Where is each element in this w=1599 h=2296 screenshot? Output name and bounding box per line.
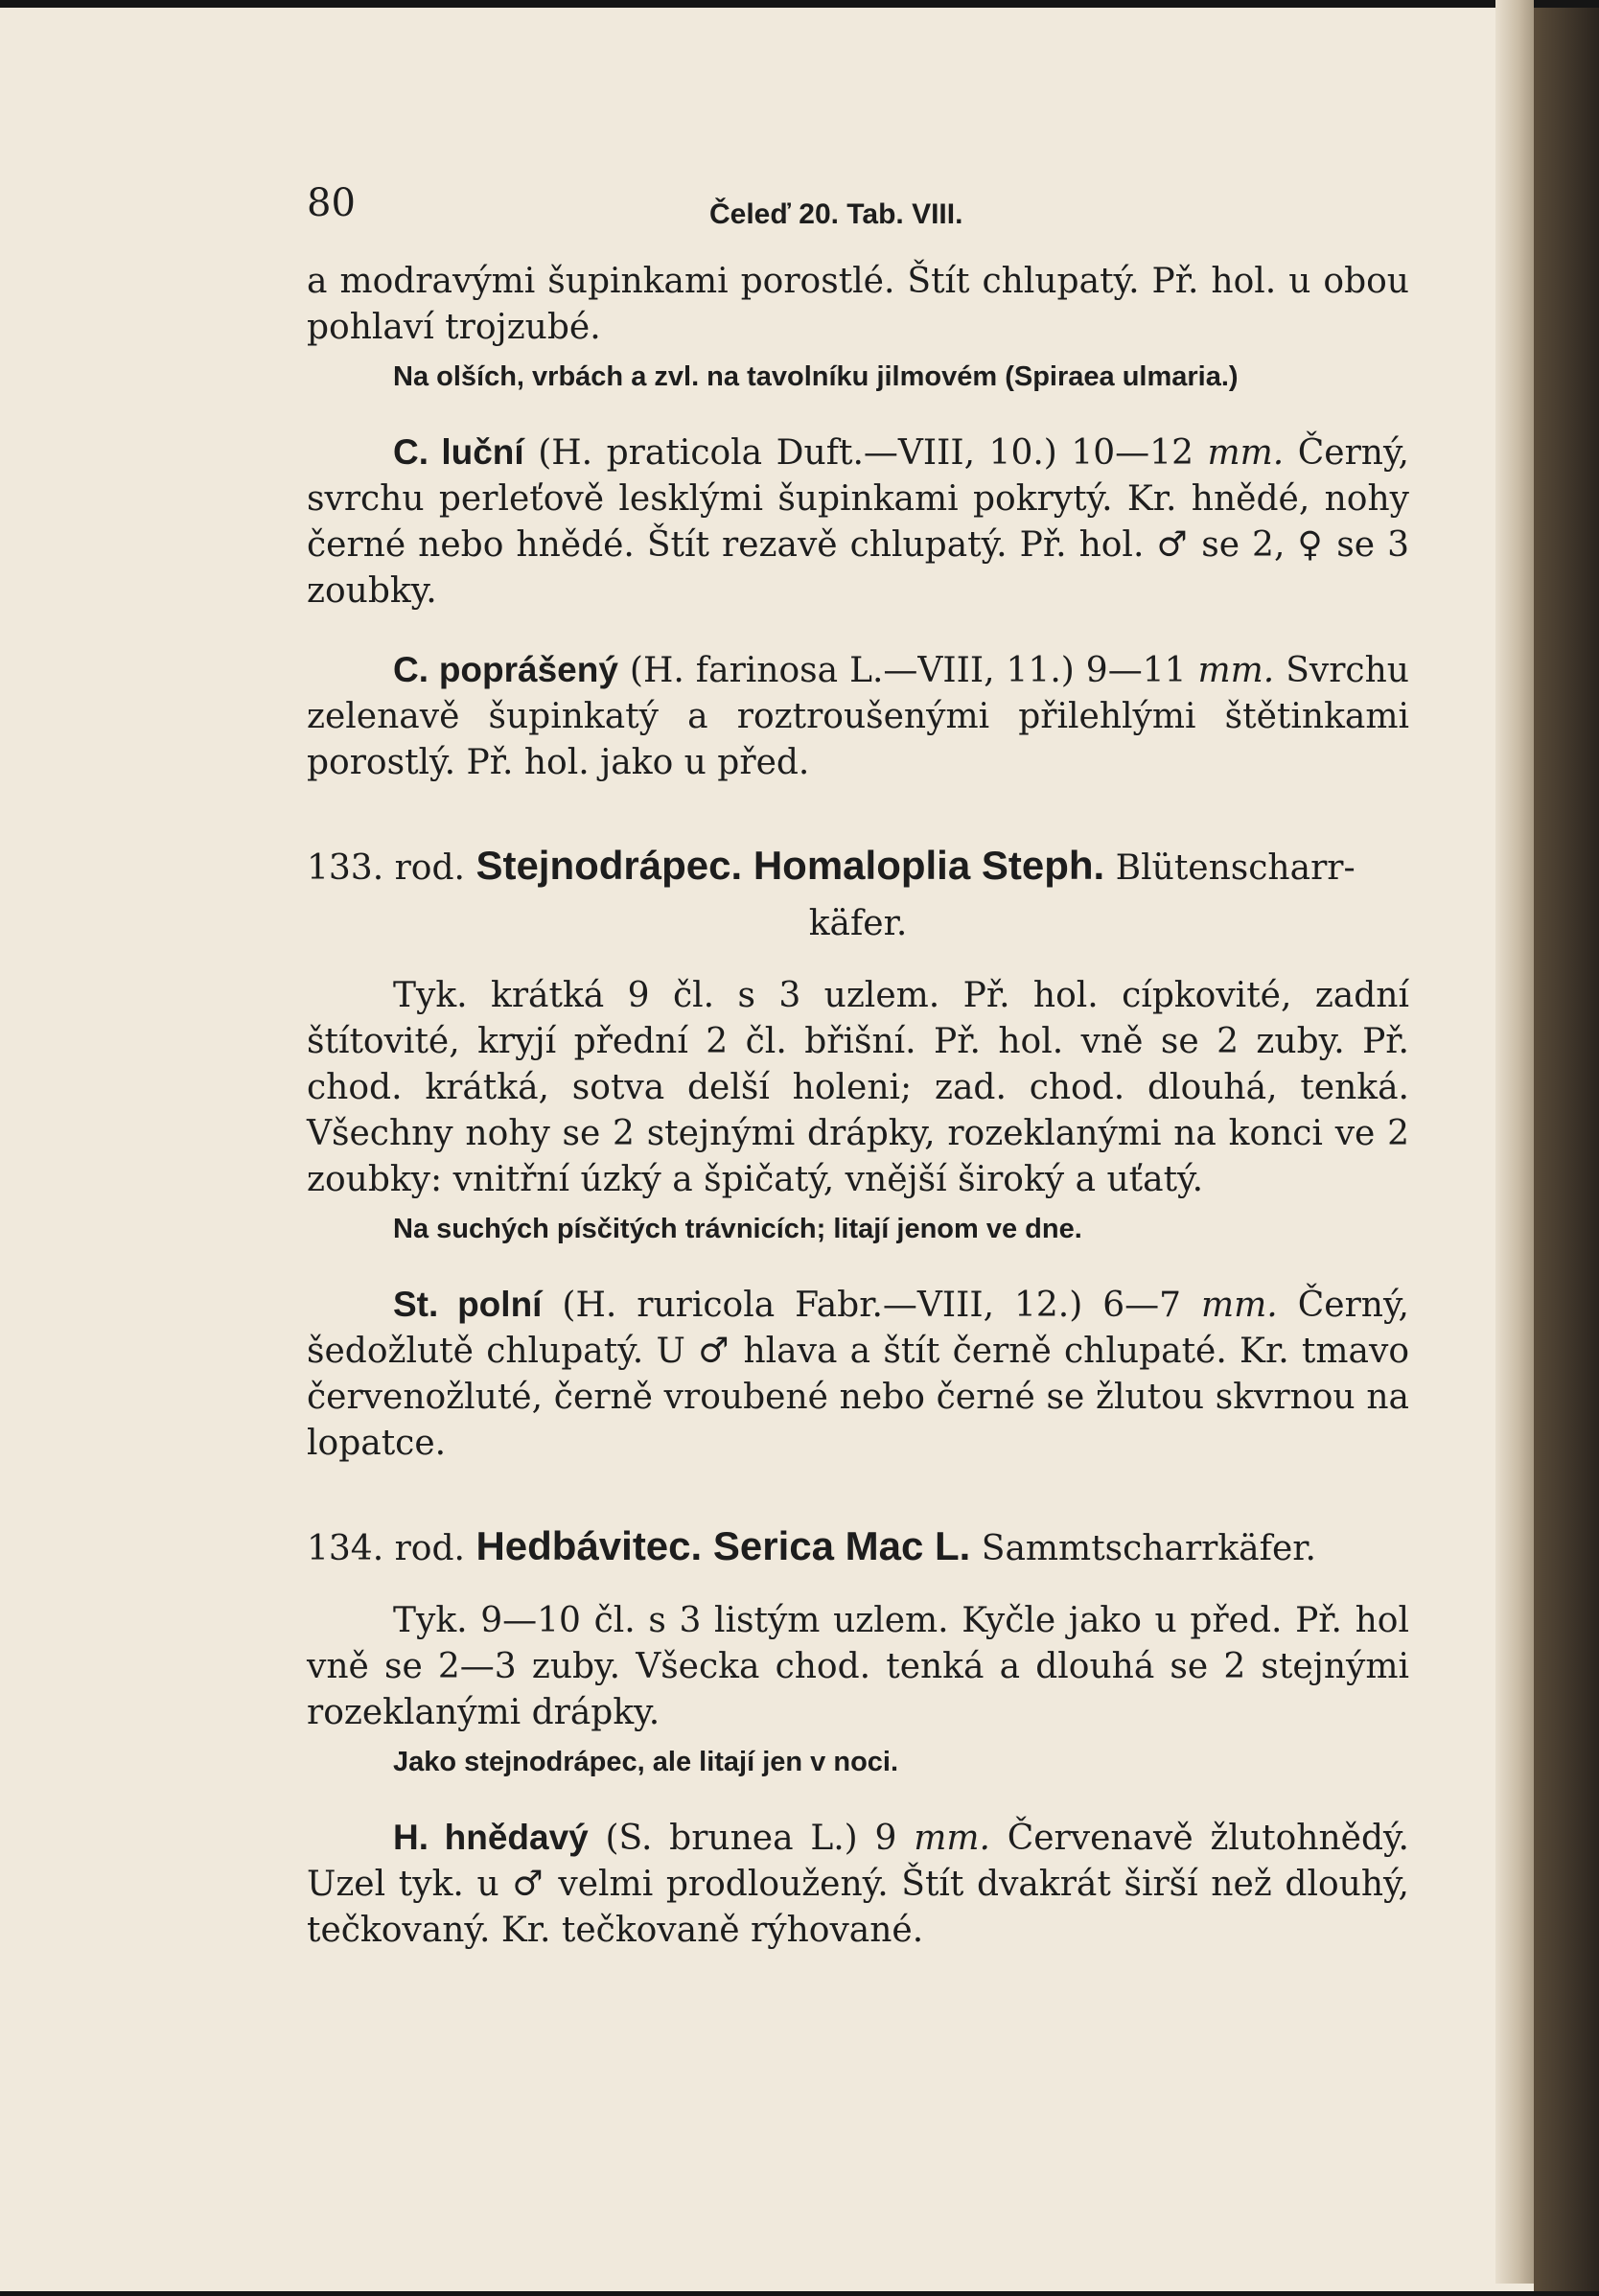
habitat-note: Jako stejnodrápec, ale litají jen v noci. bbox=[393, 1747, 899, 1777]
page-number: 80 bbox=[307, 181, 356, 225]
species-name: C. poprášený bbox=[393, 650, 618, 689]
species-name: H. hnědavý bbox=[393, 1818, 589, 1857]
genus-german-continuation: käfer. bbox=[808, 904, 908, 943]
species-name: St. polní bbox=[393, 1285, 543, 1324]
species-description: Červenavě žlutohnědý. Uzel tyk. u ♂ velmi prodloužený. Štít dvakrát širší než dlouhý, tečkovaný. Kr. tečkovaně rýhované. bbox=[307, 1819, 1409, 1950]
species-entry-polni bbox=[307, 1282, 1409, 1467]
page-gutter bbox=[1495, 0, 1534, 2284]
running-title: Čeleď 20. Tab. VIII. bbox=[709, 198, 963, 230]
species-latin: (H. farinosa L.—VIII, 11.) 9—11 bbox=[629, 651, 1187, 690]
species-entry-hnedavy bbox=[307, 1815, 1409, 1954]
species-description: Svrchu zelenavě šupinkatý a roztroušenými přilehlými štětinkami porostlý. Př. hol. jako u před. bbox=[307, 651, 1409, 782]
genus-description-134: Tyk. 9—10 čl. s 3 listým uzlem. Kyčle jako u před. Př. hol vně se 2—3 zuby. Všecka chod. tenká a dlouhá se 2 stejnými rozeklanými drápky. bbox=[307, 1601, 1409, 1732]
species-entry-popraseny bbox=[307, 647, 1409, 786]
genus-number: 133. rod. bbox=[307, 848, 465, 888]
genus-german: Sammtscharrkäfer. bbox=[981, 1529, 1316, 1568]
size-unit: mm. bbox=[914, 1819, 990, 1858]
species-latin: (H. ruricola Fabr.—VIII, 12.) 6—7 bbox=[562, 1286, 1182, 1325]
species-description: Černý, šedožlutě chlupatý. U ♂ hlava a štít černě chlupaté. Kr. tmavo červenožluté, černě vroubené nebo černé se žlutou skvrnou na lopatce. bbox=[307, 1286, 1409, 1463]
species-name: C. luční bbox=[393, 432, 524, 472]
genus-name: Hedbávitec. Serica Mac L. bbox=[475, 1523, 971, 1568]
species-description: Černý, svrchu perleťově lesklými šupinkami pokrytý. Kr. hnědé, nohy černé nebo hnědé. Štít rezavě chlupatý. Př. hol. ♂ se 2, ♀ se 3 zoubky. bbox=[307, 433, 1409, 611]
genus-name: Stejnodrápec. Homaloplia Steph. bbox=[475, 843, 1105, 888]
size-unit: mm. bbox=[1197, 651, 1275, 690]
page-header bbox=[307, 173, 1409, 259]
genus-number: 134. rod. bbox=[307, 1529, 465, 1568]
genus-heading-133 bbox=[307, 838, 1409, 896]
species-latin: (H. praticola Duft.—VIII, 10.) 10—12 bbox=[538, 433, 1193, 473]
species-entry-lucni bbox=[307, 429, 1409, 615]
habitat-note: Na suchých písčitých trávnicích; litají jenom ve dne. bbox=[393, 1214, 1082, 1244]
paragraph-continuation: a modravými šupinkami porostlé. Štít chlupatý. Př. hol. u obou pohlaví trojzubé. bbox=[307, 262, 1409, 347]
genus-heading-134 bbox=[307, 1519, 1409, 1577]
size-unit: mm. bbox=[1201, 1286, 1278, 1325]
page-content bbox=[307, 173, 1409, 1954]
book-edge bbox=[1534, 8, 1599, 2291]
habitat-note: Na olších, vrbách a zvl. na tavolníku jilmovém (Spiraea ulmaria.) bbox=[393, 361, 1239, 392]
species-latin: (S. brunea L.) 9 bbox=[605, 1819, 897, 1858]
genus-german: Blütenscharr- bbox=[1115, 848, 1356, 888]
size-unit: mm. bbox=[1207, 433, 1285, 473]
genus-description-133: Tyk. krátká 9 čl. s 3 uzlem. Př. hol. cípkovité, zadní štítovité, kryjí přední 2 čl. břišní. Př. hol. vně se 2 zuby. Př. chod. krátká, sotva delší holeni; zad. chod. dlouhá, tenká. Všechny nohy se 2 stejnými drápky, rozeklanými na konci ve 2 zoubky: vnitřní úzký a špičatý, vnější široký a uťatý. bbox=[307, 976, 1409, 1199]
